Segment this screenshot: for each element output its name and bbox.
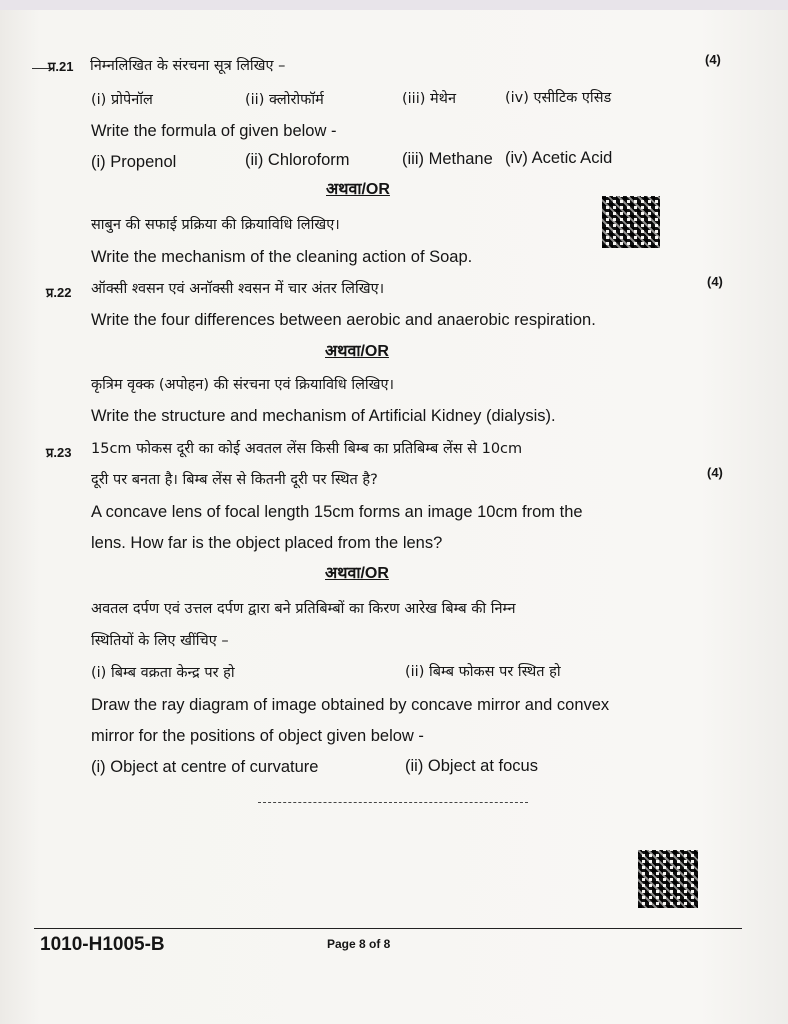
- q21-hindi-option-3: (iii) मेथेन: [402, 91, 456, 107]
- q21-marks: (4): [705, 52, 721, 67]
- q21-or-hindi-text: साबुन की सफाई प्रक्रिया की क्रियाविधि लिखिए।: [91, 217, 340, 233]
- q21-hindi-option-1: (i) प्रोपेनॉल: [91, 92, 153, 108]
- q22-or-heading: अथवा/OR: [325, 343, 389, 360]
- paper-code: 1010-H1005-B: [40, 934, 165, 955]
- q23-or-english-option-1: (i) Object at centre of curvature: [91, 758, 319, 776]
- q22-hindi-text: ऑक्सी श्वसन एवं अनॉक्सी श्वसन में चार अंतर लिखिए।: [91, 281, 385, 297]
- footer-rule: [34, 928, 742, 929]
- q23-hindi-line-1: 15cm फोकस दूरी का कोई अवतल लेंस किसी बिम्ब का प्रतिबिम्ब लेंस से 10cm: [91, 441, 523, 457]
- q23-or-hindi-line-2: स्थितियों के लिए खींचिए –: [91, 633, 229, 649]
- q23-or-english-line-2: mirror for the positions of object given below -: [91, 727, 424, 745]
- q21-english-option-4: (iv) Acetic Acid: [505, 149, 613, 167]
- q23-marks: (4): [707, 465, 723, 480]
- q21-hindi-option-4: (iv) एसीटिक एसिड: [505, 90, 612, 106]
- q23-or-english-option-2: (ii) Object at focus: [405, 757, 538, 775]
- q23-or-hindi-line-1: अवतल दर्पण एवं उत्तल दर्पण द्वारा बने प्रतिबिम्बों का किरण आरेख बिम्ब की निम्न: [91, 601, 516, 617]
- q23-hindi-line-2: दूरी पर बनता है। बिम्ब लेंस से कितनी दूरी पर स्थित है?: [91, 472, 378, 488]
- q23-or-hindi-option-2: (ii) बिम्ब फोकस पर स्थित हो: [405, 664, 561, 680]
- q21-or-heading: अथवा/OR: [326, 181, 390, 198]
- qr-code-bottom: [638, 850, 698, 908]
- q21-english-text: Write the formula of given below -: [91, 122, 337, 140]
- q21-hindi-text: निम्नलिखित के संरचना सूत्र लिखिए –: [90, 58, 286, 74]
- q22-or-hindi-text: कृत्रिम वृक्क (अपोहन) की संरचना एवं क्रियाविधि लिखिए।: [91, 377, 395, 393]
- q21-english-option-2: (ii) Chloroform: [245, 151, 350, 169]
- q21-or-english-text: Write the mechanism of the cleaning action of Soap.: [91, 248, 473, 266]
- q21-english-option-1: (i) Propenol: [91, 153, 177, 171]
- q23-english-line-1: A concave lens of focal length 15cm forms an image 10cm from the: [91, 503, 583, 521]
- page-number: Page 8 of 8: [327, 937, 391, 951]
- q23-or-english-line-1: Draw the ray diagram of image obtained by concave mirror and convex: [91, 696, 610, 714]
- qr-code-top: [602, 196, 660, 248]
- end-of-paper-dashes: [258, 802, 528, 803]
- q22-english-text: Write the four differences between aerobic and anaerobic respiration.: [91, 311, 596, 329]
- question-number-23: प्र.23: [46, 445, 72, 460]
- q22-or-english-text: Write the structure and mechanism of Artificial Kidney (dialysis).: [91, 407, 556, 425]
- q23-or-hindi-option-1: (i) बिम्ब वक्रता केन्द्र पर हो: [91, 665, 235, 681]
- question-number-21: प्र.21: [48, 59, 74, 74]
- question-number-22: प्र.22: [46, 285, 72, 300]
- q23-or-heading: अथवा/OR: [325, 565, 389, 582]
- q22-marks: (4): [707, 274, 723, 289]
- top-edge: [0, 0, 788, 10]
- q21-hindi-option-2: (ii) क्लोरोफॉर्म: [245, 92, 324, 108]
- q23-english-line-2: lens. How far is the object placed from the lens?: [91, 534, 443, 552]
- q21-english-option-3: (iii) Methane: [402, 150, 493, 168]
